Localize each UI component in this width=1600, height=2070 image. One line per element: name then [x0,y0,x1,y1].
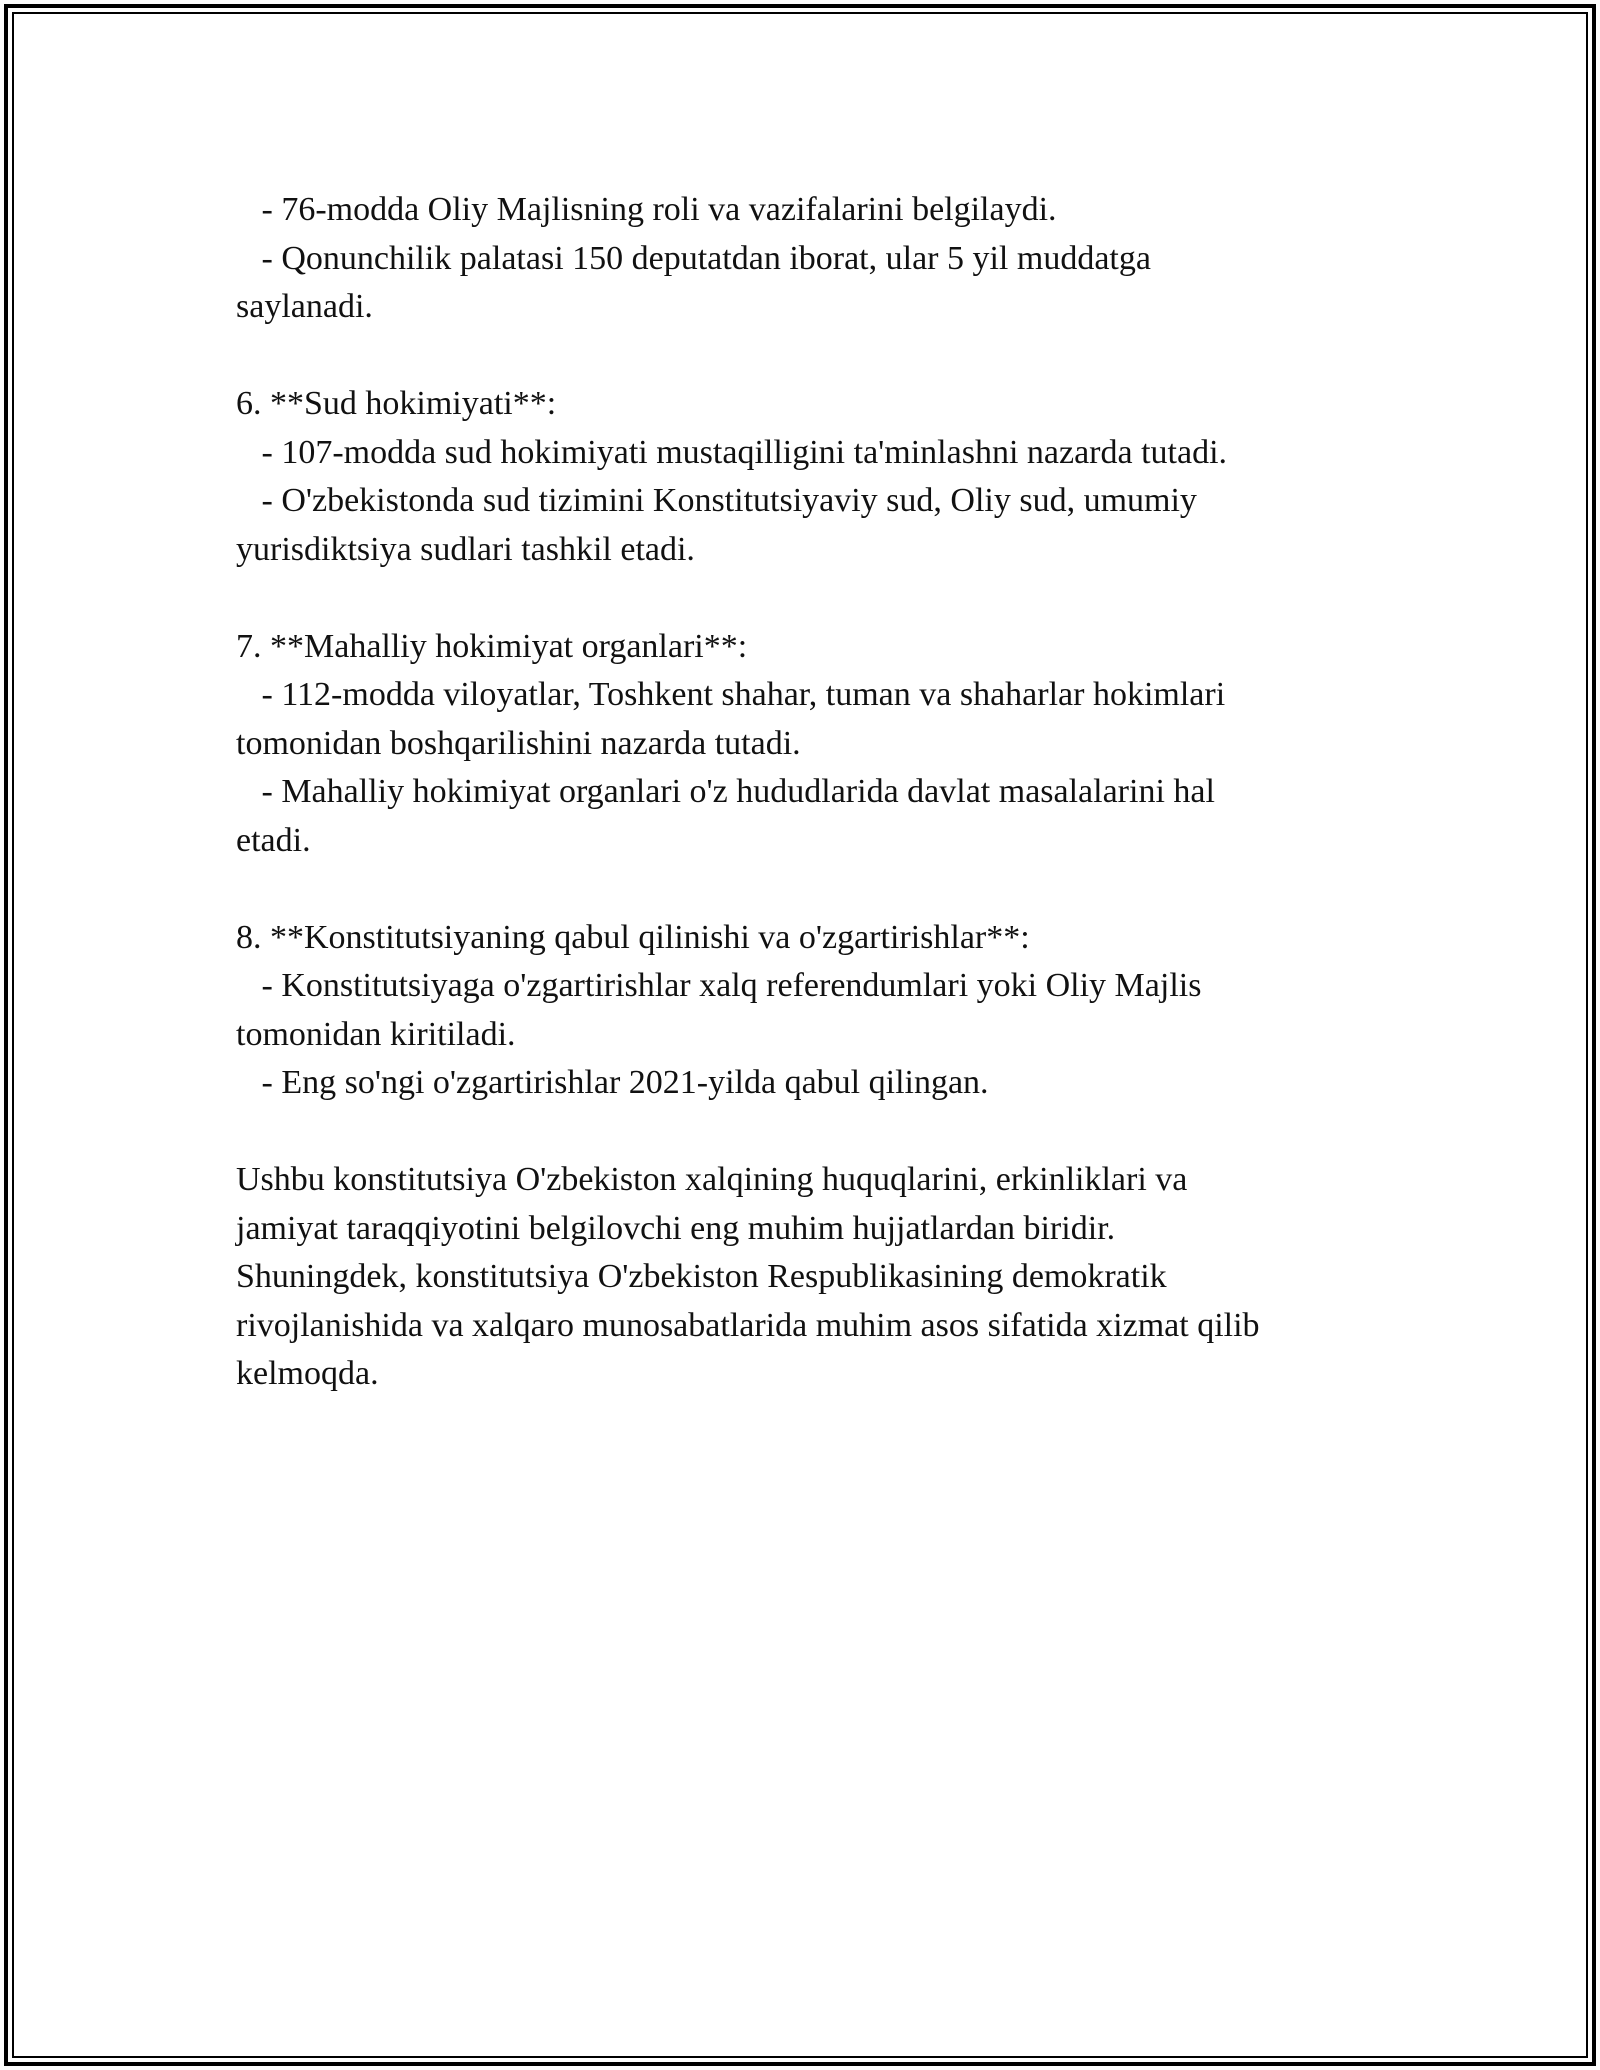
text-line: kelmoqda. [236,1355,379,1392]
text-line: - Mahalliy hokimiyat organlari o'z hududlarida davlat masalalarini hal [236,773,1215,810]
section-heading: 7. **Mahalliy hokimiyat organlari**: [236,627,748,665]
text-line: etadi. [236,821,311,859]
blank-line [236,332,1366,381]
text-line: rivojlanishida va xalqaro munosabatlarida muhim asos sifatida xizmat qilib [236,1306,1260,1344]
text-line: - O'zbekistonda sud tizimini Konstitutsiyaviy sud, Oliy sud, umumiy [236,482,1197,519]
text-line: - 112-modda viloyatlar, Toshkent shahar, tuman va shaharlar hokimlari [236,676,1226,713]
blank-line [236,574,1366,623]
text-line: - Eng so'ngi o'zgartirishlar 2021-yilda qabul qilingan. [236,1064,989,1101]
text-line: yurisdiktsiya sudlari tashkil etadi. [236,530,695,568]
blank-line [236,1108,1366,1157]
text-line: Ushbu konstitutsiya O'zbekiston xalqining huquqlarini, erkinliklari va [236,1161,1188,1198]
section-heading: 8. **Konstitutsiyaning qabul qilinishi va o'zgartirishlar**: [236,918,1030,956]
section-heading: 6. **Sud hokimiyati**: [236,385,557,422]
text-line: tomonidan kiritiladi. [236,1015,516,1053]
text-line: - Konstitutsiyaga o'zgartirishlar xalq referendumlari yoki Oliy Majlis [236,967,1202,1004]
text-line: tomonidan boshqarilishini nazarda tutadi. [236,724,801,762]
blank-line [236,865,1366,914]
text-line: - 76-modda Oliy Majlisning roli va vazifalarini belgilaydi. [236,191,1057,228]
text-line: saylanadi. [236,288,373,325]
text-line: jamiyat taraqqiyotini belgilovchi eng muhim hujjatlardan biridir. [236,1209,1116,1247]
text-line: - 107-modda sud hokimiyati mustaqilligini ta'minlashni nazarda tutadi. [236,433,1228,471]
document-body [236,186,1366,1399]
text-line: Shuningdek, konstitutsiya O'zbekiston Respublikasining demokratik [236,1258,1167,1295]
text-line: - Qonunchilik palatasi 150 deputatdan iborat, ular 5 yil muddatga [236,239,1151,277]
